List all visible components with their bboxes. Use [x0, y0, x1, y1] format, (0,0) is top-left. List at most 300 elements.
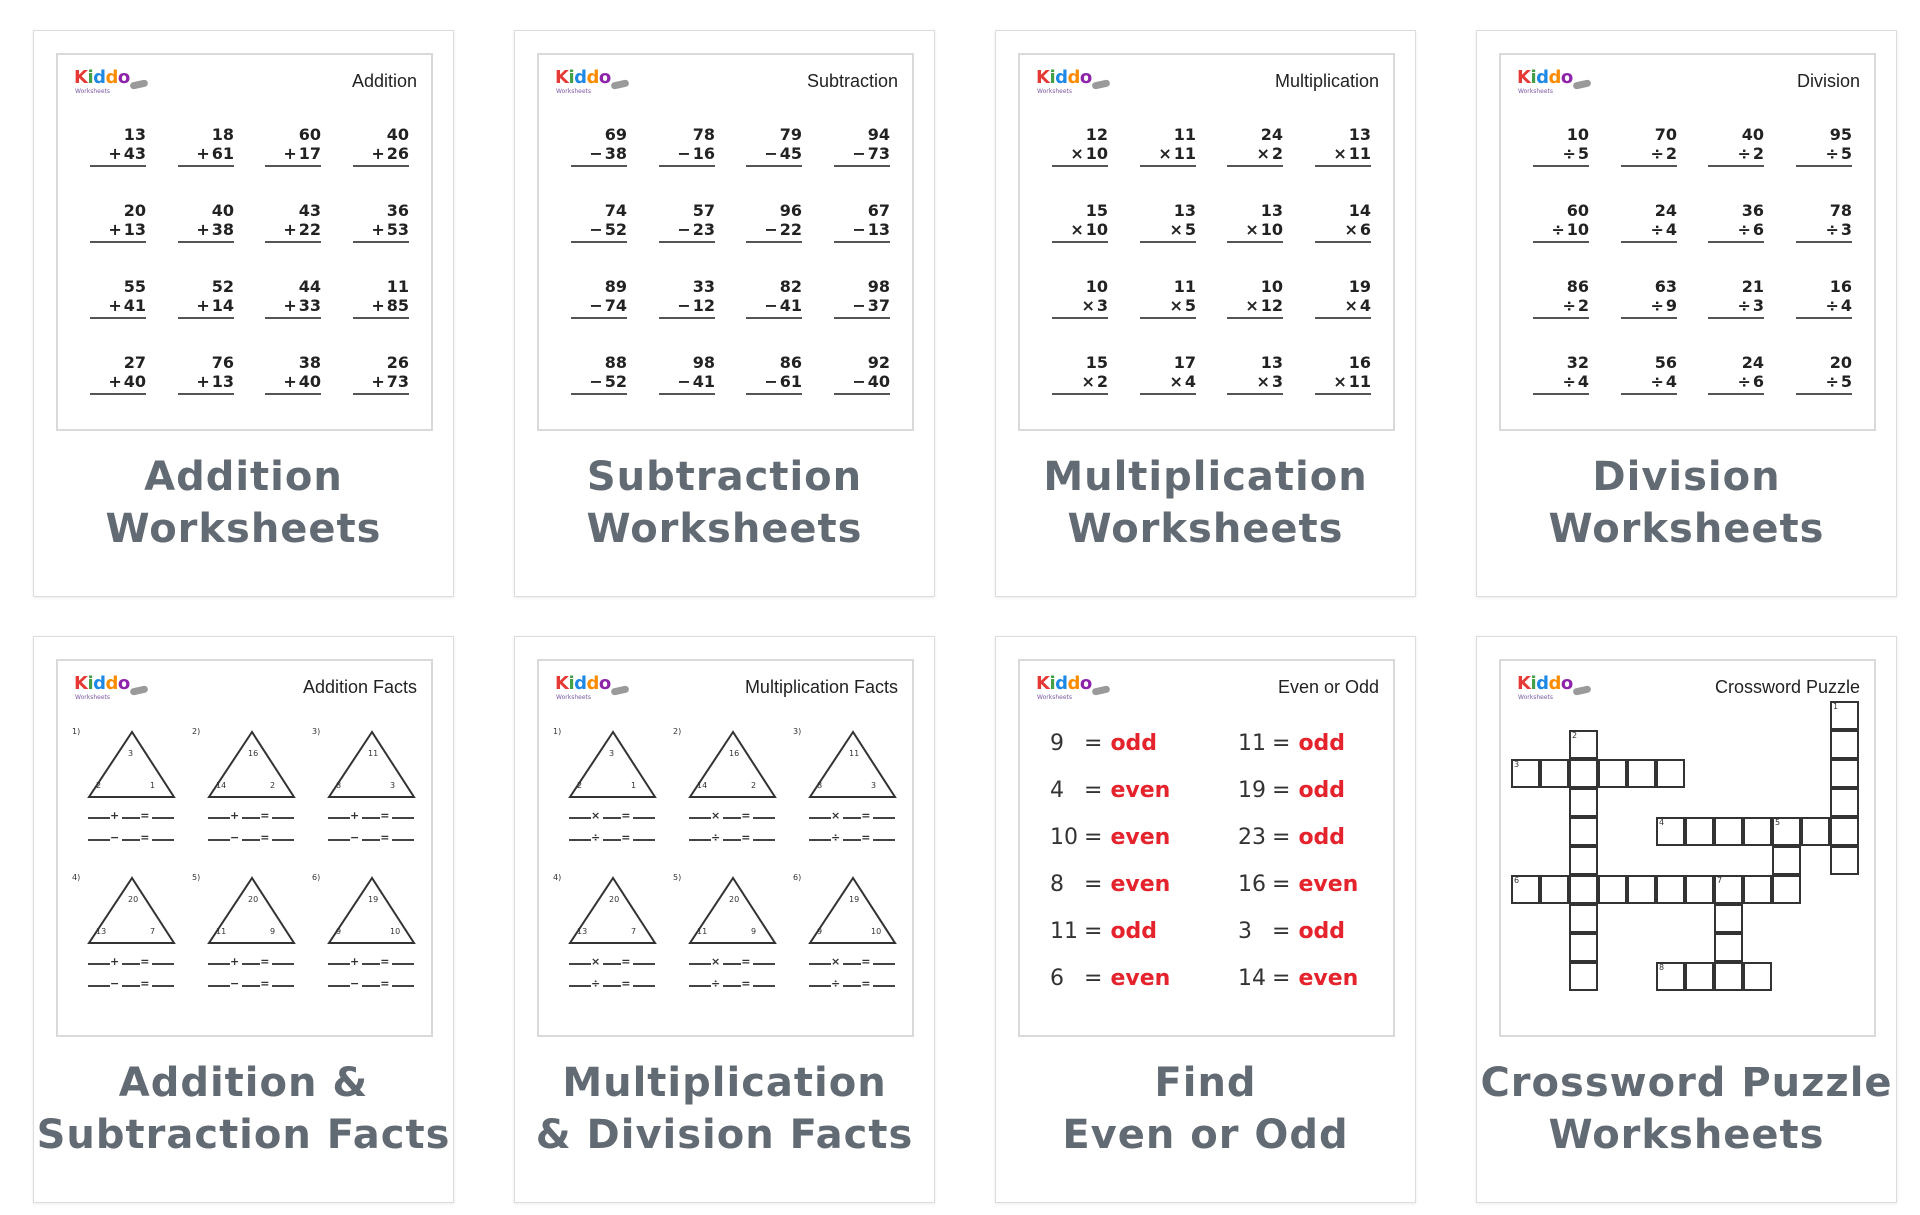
operand-top: 60 [1566, 201, 1589, 220]
operator: − [764, 372, 778, 391]
worksheet-title: Addition Facts [302, 677, 417, 697]
operator: × [1256, 144, 1270, 163]
fact-operator: ÷ [831, 977, 844, 990]
triangle-left-number: 14 [697, 781, 708, 790]
operand-bottom-row [1315, 220, 1371, 243]
operand-bottom: 4 [1665, 372, 1677, 391]
operand-top: 88 [604, 353, 627, 372]
operand-top: 95 [1829, 125, 1852, 144]
operand-bottom: 14 [211, 296, 234, 315]
kiddo-logo [555, 69, 635, 97]
equals-sign: = [1272, 731, 1291, 756]
logo-word: Kiddo [74, 67, 130, 88]
caption-line: Multiplication [562, 1060, 887, 1106]
math-problem [834, 353, 890, 395]
kiddo-logo [1036, 675, 1116, 703]
math-problem [571, 353, 627, 395]
math-problem [659, 125, 715, 167]
operator: ÷ [1562, 372, 1576, 391]
fact-operator: − [230, 831, 243, 844]
crossword-cell [1772, 875, 1801, 904]
worksheet-card-division[interactable] [1476, 30, 1897, 597]
fact-equation-line: − = [208, 831, 294, 844]
fact-operator: + [110, 955, 123, 968]
operand-top: 32 [1566, 353, 1589, 372]
operand-bottom: 4 [1665, 220, 1677, 239]
math-problem [1052, 125, 1108, 167]
worksheet-thumbnail[interactable] [56, 659, 433, 1037]
operand-bottom-row [834, 144, 890, 167]
fact-triangle [673, 873, 789, 1013]
operand-bottom: 52 [604, 372, 627, 391]
operand-bottom-row [834, 372, 890, 395]
triangle-top-number: 19 [849, 895, 860, 904]
operand-bottom: 74 [604, 296, 627, 315]
operand-bottom-row [1052, 144, 1108, 167]
triangle-shape [326, 729, 418, 801]
caption-line: Worksheets [1067, 506, 1344, 552]
operand-bottom: 73 [386, 372, 409, 391]
number: 11 [1238, 731, 1266, 756]
problem-number: 1) [72, 727, 81, 736]
equals-sign: = [1272, 919, 1291, 944]
operand-bottom-row [571, 220, 627, 243]
math-problem [1533, 125, 1589, 167]
math-problem [1796, 277, 1852, 319]
math-problem [571, 201, 627, 243]
fact-triangle [312, 873, 428, 1013]
equals-sign: = [1084, 872, 1103, 897]
operator: × [1169, 220, 1183, 239]
math-problem [1621, 201, 1677, 243]
number: 3 [1238, 919, 1252, 944]
fact-equation-line: ÷ = [809, 831, 895, 844]
triangle-top-number: 3 [128, 749, 134, 758]
math-problem [659, 277, 715, 319]
crossword-cell [1569, 933, 1598, 962]
math-problem [746, 277, 802, 319]
operand-top: 44 [298, 277, 321, 296]
operand-top: 20 [1829, 353, 1852, 372]
operator: × [1169, 372, 1183, 391]
operand-top: 79 [779, 125, 802, 144]
operand-top: 19 [1348, 277, 1371, 296]
operand-top: 98 [692, 353, 715, 372]
even-odd-row [1050, 919, 1157, 944]
operand-top: 52 [211, 277, 234, 296]
operator: × [1081, 296, 1095, 315]
worksheet-title: Division [1796, 71, 1860, 91]
fact-equation-line: − = [328, 831, 414, 844]
operand-top: 78 [1829, 201, 1852, 220]
operand-top: 16 [1348, 353, 1371, 372]
operand-bottom: 6 [1752, 220, 1764, 239]
operator: − [764, 296, 778, 315]
number: 14 [1238, 966, 1266, 991]
triangle-right-number: 10 [390, 927, 401, 936]
fact-equation-line: × = [809, 809, 895, 822]
math-problem [1533, 353, 1589, 395]
worksheet-thumbnail[interactable] [1499, 53, 1876, 431]
logo-word: Kiddo [1036, 67, 1092, 88]
triangle-left-number: 2 [577, 781, 583, 790]
crossword-cell [1540, 759, 1569, 788]
math-problem [746, 125, 802, 167]
even-odd-row [1238, 778, 1345, 803]
worksheet-title: Multiplication [1274, 71, 1379, 91]
operand-bottom: 26 [386, 144, 409, 163]
triangle-left-number: 9 [817, 927, 823, 936]
even-odd-row [1238, 966, 1358, 991]
operator: + [283, 144, 297, 163]
equals-sign: = [1084, 919, 1103, 944]
fact-triangle [72, 727, 188, 867]
triangle-left-number: 11 [697, 927, 708, 936]
caption-line: Worksheets [586, 506, 863, 552]
even-odd-row [1238, 825, 1345, 850]
operand-bottom: 40 [867, 372, 890, 391]
caption-line: Subtraction Facts [36, 1112, 451, 1158]
math-problem [1708, 277, 1764, 319]
operand-top: 63 [1654, 277, 1677, 296]
operand-bottom-row [1140, 296, 1196, 319]
fact-equation-line: ÷ = [569, 831, 655, 844]
triangle-right-number: 9 [270, 927, 276, 936]
clue-number: 3 [1514, 760, 1520, 769]
crossword-cell [1569, 817, 1598, 846]
operand-bottom: 5 [1840, 144, 1852, 163]
operand-bottom-row [1796, 372, 1852, 395]
worksheet-card-subtraction[interactable] [514, 30, 935, 597]
triangle-right-number: 7 [150, 927, 156, 936]
operand-bottom: 3 [1752, 296, 1764, 315]
operand-bottom-row [659, 296, 715, 319]
operand-top: 43 [298, 201, 321, 220]
operand-bottom-row [746, 296, 802, 319]
operand-bottom: 4 [1359, 296, 1371, 315]
operator: − [589, 296, 603, 315]
problem-number: 5) [192, 873, 201, 882]
fact-triangle [553, 727, 669, 867]
crossword-cell [1540, 875, 1569, 904]
operand-bottom: 11 [1173, 144, 1196, 163]
operator: − [677, 220, 691, 239]
operand-bottom-row [90, 220, 146, 243]
operand-bottom: 10 [1566, 220, 1589, 239]
operand-top: 15 [1085, 201, 1108, 220]
problem-number: 6) [793, 873, 802, 882]
operand-top: 96 [779, 201, 802, 220]
operator: − [764, 220, 778, 239]
fact-operator: + [350, 955, 363, 968]
operand-bottom-row [834, 296, 890, 319]
math-problem [265, 201, 321, 243]
worksheet-thumbnail[interactable] [1018, 659, 1395, 1037]
caption-line: Even or Odd [1062, 1112, 1349, 1158]
logo-subtitle: Worksheets [1037, 694, 1072, 701]
problem-number: 6) [312, 873, 321, 882]
triangle-top-number: 16 [248, 749, 259, 758]
math-problem [1140, 125, 1196, 167]
operand-bottom-row [265, 144, 321, 167]
math-problem [90, 353, 146, 395]
operand-top: 82 [779, 277, 802, 296]
operand-bottom-row [1533, 220, 1589, 243]
card-caption[interactable] [34, 451, 453, 555]
card-caption[interactable] [996, 1057, 1415, 1161]
triangle-top-number: 11 [849, 749, 860, 758]
answer: even [1110, 825, 1171, 850]
card-caption[interactable] [515, 1057, 934, 1161]
card-caption[interactable] [34, 1057, 453, 1161]
fact-operator: + [230, 809, 243, 822]
fact-equation-line: + = [208, 809, 294, 822]
operand-bottom: 3 [1271, 372, 1283, 391]
logo-subtitle: Worksheets [1518, 694, 1553, 701]
fact-equation-line: − = [208, 977, 294, 990]
operand-bottom: 4 [1184, 372, 1196, 391]
operand-top: 24 [1260, 125, 1283, 144]
operand-bottom: 11 [1348, 372, 1371, 391]
math-problem [834, 277, 890, 319]
worksheet-thumbnail[interactable] [56, 53, 433, 431]
answer: even [1298, 966, 1359, 991]
answer: odd [1298, 778, 1346, 803]
triangle-shape [567, 875, 659, 947]
triangle-right-number: 10 [871, 927, 882, 936]
operand-bottom: 11 [1348, 144, 1371, 163]
operand-top: 36 [1741, 201, 1764, 220]
math-problem [1708, 201, 1764, 243]
math-problem [90, 125, 146, 167]
worksheet-card-multiplication-division-facts[interactable] [514, 636, 935, 1203]
even-odd-row [1050, 731, 1157, 756]
answer: even [1110, 966, 1171, 991]
operator: × [1333, 144, 1347, 163]
fact-equation-line: + = [88, 809, 174, 822]
triangle-right-number: 2 [751, 781, 757, 790]
answer: odd [1298, 731, 1346, 756]
operator: ÷ [1737, 220, 1751, 239]
worksheet-thumbnail[interactable] [1018, 53, 1395, 431]
operator: × [1256, 372, 1270, 391]
math-problem [353, 201, 409, 243]
math-problem [746, 353, 802, 395]
worksheet-title: Subtraction [806, 71, 898, 91]
even-odd-row [1238, 872, 1358, 897]
worksheet-thumbnail[interactable] [1499, 659, 1876, 1037]
operator: × [1333, 372, 1347, 391]
worksheet-thumbnail[interactable] [537, 659, 914, 1037]
fact-equation-line: + = [88, 955, 174, 968]
fact-equation-line: + = [328, 809, 414, 822]
math-problem [1315, 201, 1371, 243]
caption-line: Worksheets [1548, 1112, 1825, 1158]
fact-operator: + [110, 809, 123, 822]
operator: + [108, 372, 122, 391]
worksheet-card-addition-subtraction-facts[interactable] [33, 636, 454, 1203]
operand-bottom-row [353, 144, 409, 167]
operator: × [1245, 296, 1259, 315]
triangle-top-number: 20 [729, 895, 740, 904]
operand-bottom: 5 [1577, 144, 1589, 163]
operator: − [589, 220, 603, 239]
operator: × [1070, 144, 1084, 163]
operator: − [589, 144, 603, 163]
operator: + [196, 296, 210, 315]
operator: − [852, 372, 866, 391]
worksheet-card-crossword-puzzle[interactable] [1476, 636, 1897, 1203]
operand-top: 24 [1741, 353, 1764, 372]
kiddo-logo [74, 69, 154, 97]
crossword-cell [1598, 759, 1627, 788]
card-caption[interactable] [515, 451, 934, 555]
fact-operator: × [831, 809, 844, 822]
fact-operator: − [230, 977, 243, 990]
math-problem [1052, 277, 1108, 319]
triangle-shape [326, 875, 418, 947]
number: 6 [1050, 966, 1064, 991]
math-problem [1315, 125, 1371, 167]
operand-bottom-row [1227, 220, 1283, 243]
operator: ÷ [1825, 220, 1839, 239]
operand-bottom-row [1708, 296, 1764, 319]
answer: odd [1298, 919, 1346, 944]
operand-top: 27 [123, 353, 146, 372]
operand-top: 56 [1654, 353, 1677, 372]
operand-bottom-row [1708, 372, 1764, 395]
operand-top: 94 [867, 125, 890, 144]
operand-top: 89 [604, 277, 627, 296]
operand-bottom: 10 [1085, 220, 1108, 239]
problem-number: 1) [553, 727, 562, 736]
operand-top: 24 [1654, 201, 1677, 220]
operand-top: 13 [123, 125, 146, 144]
operand-top: 74 [604, 201, 627, 220]
operator: − [677, 144, 691, 163]
worksheet-title: Addition [351, 71, 417, 91]
operand-top: 13 [1260, 201, 1283, 220]
math-problem [353, 125, 409, 167]
operand-top: 70 [1654, 125, 1677, 144]
operand-bottom-row [265, 372, 321, 395]
equals-sign: = [1272, 872, 1291, 897]
triangle-top-number: 3 [609, 749, 615, 758]
math-problem [178, 277, 234, 319]
triangle-shape [86, 875, 178, 947]
caption-line: Division [1592, 454, 1781, 500]
triangle-right-number: 3 [390, 781, 396, 790]
crossword-cell [1714, 904, 1743, 933]
triangle-shape [86, 729, 178, 801]
worksheet-thumbnail[interactable] [537, 53, 914, 431]
answer: even [1110, 872, 1171, 897]
operand-bottom: 16 [692, 144, 715, 163]
fact-triangle [673, 727, 789, 867]
card-caption[interactable] [1477, 451, 1896, 555]
operand-bottom: 17 [298, 144, 321, 163]
crossword-cell [1830, 817, 1859, 846]
worksheet-card-even-or-odd[interactable] [995, 636, 1416, 1203]
clue-number: 5 [1775, 818, 1781, 827]
triangle-shape [567, 729, 659, 801]
operand-bottom-row [265, 296, 321, 319]
operator: ÷ [1650, 144, 1664, 163]
crossword-cell [1685, 875, 1714, 904]
operand-top: 60 [298, 125, 321, 144]
worksheet-card-multiplication[interactable] [995, 30, 1416, 597]
number: 23 [1238, 825, 1266, 850]
crossword-cell [1598, 875, 1627, 904]
fact-triangle [72, 873, 188, 1013]
caption-line: Worksheets [105, 506, 382, 552]
math-problem [1140, 277, 1196, 319]
math-problem [265, 353, 321, 395]
operand-bottom-row [746, 144, 802, 167]
operator: × [1169, 296, 1183, 315]
triangle-right-number: 1 [150, 781, 156, 790]
crossword-cell [1714, 933, 1743, 962]
operand-bottom-row [659, 144, 715, 167]
even-odd-row [1050, 966, 1170, 991]
operand-bottom: 41 [779, 296, 802, 315]
triangle-shape [807, 875, 899, 947]
operator: × [1070, 220, 1084, 239]
fact-equation-line: ÷ = [689, 831, 775, 844]
triangle-left-number: 13 [96, 927, 107, 936]
logo-word: Kiddo [555, 67, 611, 88]
operand-bottom-row [1227, 372, 1283, 395]
operand-bottom: 4 [1840, 296, 1852, 315]
operand-bottom-row [1315, 372, 1371, 395]
operand-bottom-row [1708, 220, 1764, 243]
logo-word: Kiddo [74, 673, 130, 694]
operand-bottom: 9 [1665, 296, 1677, 315]
operand-bottom-row [1052, 220, 1108, 243]
crossword-cell [1569, 846, 1598, 875]
math-problem [1621, 277, 1677, 319]
crossword-cell [1569, 904, 1598, 933]
operand-bottom: 40 [123, 372, 146, 391]
operator: − [852, 296, 866, 315]
operand-bottom-row [1796, 220, 1852, 243]
operand-top: 92 [867, 353, 890, 372]
operator: ÷ [1825, 296, 1839, 315]
operand-bottom-row [265, 220, 321, 243]
answer: even [1298, 872, 1359, 897]
operand-top: 86 [1566, 277, 1589, 296]
operand-top: 10 [1566, 125, 1589, 144]
problem-number: 2) [673, 727, 682, 736]
card-caption[interactable] [996, 451, 1415, 555]
math-problem [1708, 125, 1764, 167]
operand-bottom-row [1227, 296, 1283, 319]
fact-equation-line: + = [208, 955, 294, 968]
worksheet-card-addition[interactable] [33, 30, 454, 597]
card-caption[interactable] [1477, 1057, 1896, 1161]
fact-equation-line: × = [569, 809, 655, 822]
operand-bottom-row [746, 372, 802, 395]
operator: ÷ [1551, 220, 1565, 239]
operand-bottom: 41 [692, 372, 715, 391]
operand-bottom-row [1621, 296, 1677, 319]
triangle-shape [206, 729, 298, 801]
operand-bottom: 5 [1184, 296, 1196, 315]
operator: ÷ [1562, 144, 1576, 163]
math-problem [90, 201, 146, 243]
operand-top: 14 [1348, 201, 1371, 220]
operator: − [677, 372, 691, 391]
